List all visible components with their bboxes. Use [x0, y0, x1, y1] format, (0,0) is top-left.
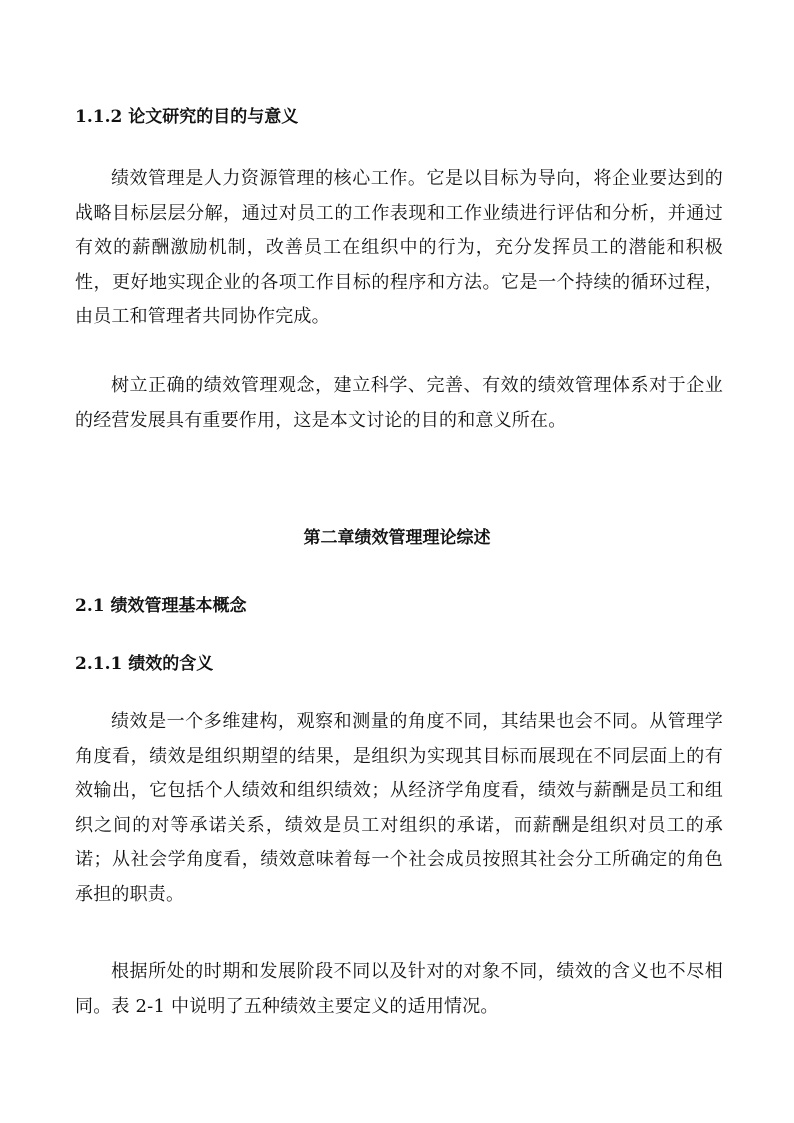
section-heading-2-1: 2.1 绩效管理基本概念: [75, 596, 247, 616]
chapter-title: 第二章绩效管理理论综述: [303, 528, 491, 548]
section-heading-1-1-2: 1.1.2 论文研究的目的与意义: [75, 107, 299, 127]
paragraph-table-reference: 根据所处的时期和发展阶段不同以及针对的对象不同，绩效的含义也不尽相同。表 2-1 中说明了五种绩效主要定义的适用情况。: [75, 961, 723, 1017]
paragraph-purpose-1: 绩效管理是人力资源管理的核心工作。它是以目标为导向，将企业要达到的战略目标层层分解，通过对员工的工作表现和工作业绩进行评估和分析，并通过有效的薪酬激励机制，改善员工在组织中的行为，充分发挥员工的潜能和积极性，更好地实现企业的各项工作目标的程序和方法。它是一个持续的循环过程，由员工和管理者共同协作完成。: [75, 168, 723, 328]
section-heading-2-1-1: 2.1.1 绩效的含义: [75, 654, 214, 674]
paragraph-performance-definition: 绩效是一个多维建构，观察和测量的角度不同，其结果也会不同。从管理学角度看，绩效是组织期望的结果，是组织为实现其目标而展现在不同层面上的有效输出，它包括个人绩效和组织绩效；从经济学角度看，绩效与薪酬是员工和组织之间的对等承诺关系，绩效是员工对组织的承诺，而薪酬是组织对员工的承诺；从社会学角度看，绩效意味着每一个社会成员按照其社会分工所确定的角色承担的职责。: [75, 711, 723, 905]
paragraph-purpose-2: 树立正确的绩效管理观念，建立科学、完善、有效的绩效管理体系对于企业的经营发展具有重要作用，这是本文讨论的目的和意义所在。: [75, 375, 723, 431]
